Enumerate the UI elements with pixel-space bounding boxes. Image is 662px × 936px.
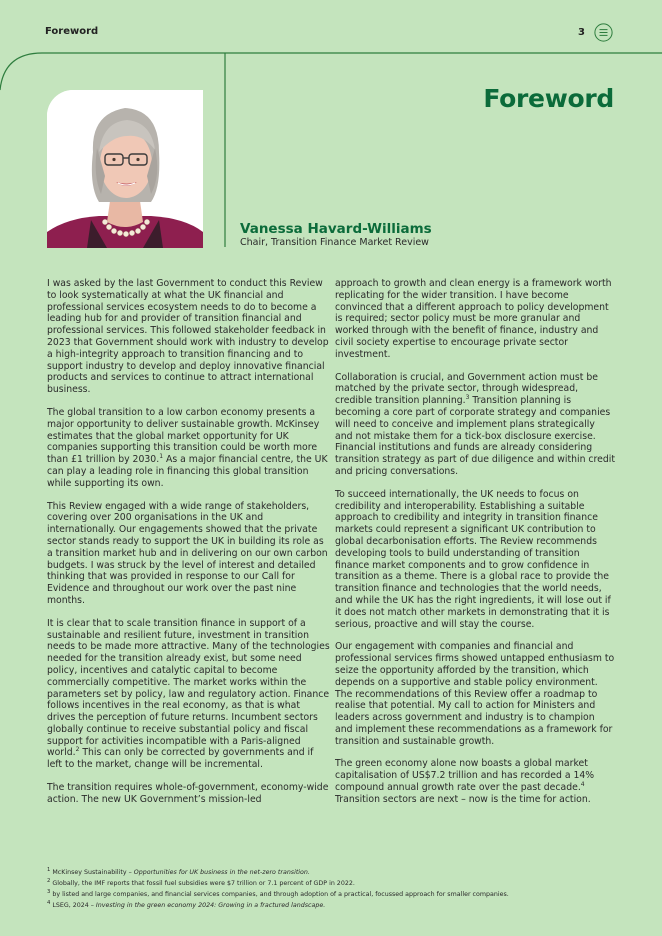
paragraph: The transition requires whole-of-government, economy-wide action. The new UK Government’s mission-led	[47, 782, 329, 805]
paragraph: It is clear that to scale transition finance in support of a sustainable and resilient future, investment in transition needs to be made more attractive. Many of the technologies needed for the transition already exist, but some need policy, incentives and catalytic capital to become commercially competitive. The market works within the parameters set by policy, law and regulatory action. Finance follows incentives in the real economy, as that is what drives the perception of future returns. Incumbent sectors globally continue to receive substantial policy and fiscal support for activities incompatible with a Paris-aligned world.$^2$ This can only be corrected by governments and if left to the market, change will be incremental.	[47, 617, 330, 771]
paragraph: I was asked by the last Government to conduct this Review to look systematically at what the UK financial and professional services ecosystem needs to do to become a leading hub for and provider of transition financial and professional services. This followed stakeholder feedback in 2023 that Government should work with industry to develop a high-integrity approach to transition financing and to support industry to develop and deploy innovative financial products and services to continue to attract international business.	[47, 278, 329, 396]
footnote: $^4$ LSEG, 2024 – Investing in the green economy 2024: Growing in a fractured landscape.	[47, 900, 326, 910]
menu-circle-icon[interactable]	[594, 23, 613, 42]
paragraph: The green economy alone now boasts a global market capitalisation of US$7.2 trillion and has recorded a 14% compound annual growth rate over the past decade.$^4$ Transition sectors are next – now is the time for action.	[335, 758, 595, 805]
page-number: 3	[578, 27, 585, 38]
paragraph: Our engagement with companies and financial and professional services firms showed untapped enthusiasm to seize the opportunity afforded by the transition, which depends on a supportive and stable policy environment. The recommendations of this Review offer a roadmap to realise that potential. My call to action for Ministers and leaders across government and industry is to champion and implement these recommendations as a framework for transition and sustainable growth.	[335, 641, 615, 747]
paragraph: To succeed internationally, the UK needs to focus on credibility and interoperability. Establishing a suitable approach to credibility and integrity in transition finance markets could represent a significant UK contribution to global decarbonisation efforts. The Review recommends developing tools to build understanding of transition finance market components and to grow confidence in transition as a theme. There is a global race to provide the transition finance and technologies that the world needs, and while the UK has the right ingredients, it will lose out if it does not match other markets in demonstrating that it is serious, proactive and will stay the course.	[335, 488, 611, 630]
footnote: $^1$ McKinsey Sustainability – Opportunities for UK business in the net-zero transition.	[47, 867, 310, 877]
paragraph: The global transition to a low carbon economy presents a major opportunity to deliver sustainable growth. McKinsey estimates that the global market opportunity for UK companies supporting this transition could be worth more than £1 trillion by 2030.$^1$ As a major financial centre, the UK can play a leading role in financing this global transition while supporting its own.	[47, 406, 328, 489]
page-title: Foreword	[483, 84, 614, 113]
author-name: Vanessa Havard-Williams	[240, 221, 432, 237]
portrait-photo	[47, 90, 203, 248]
footnote-ref: 3	[465, 394, 470, 402]
footnote-ref: 1	[159, 453, 164, 461]
author-role: Chair, Transition Finance Market Review	[240, 237, 429, 248]
footnotes	[47, 866, 627, 910]
paragraph: approach to growth and clean energy is a framework worth replicating for the wider transition. I have become convinced that a different approach to policy development is required; sector policy must be more granular and worked through with the benefit of finance, industry and civil society expertise to encourage private sector investment.	[335, 278, 612, 360]
section-label: Foreword	[45, 26, 99, 37]
footnote-ref: 2	[75, 746, 80, 754]
footnote: $^2$ Globally, the IMF reports that fossil fuel subsidies were $7 trillion or 7.1 percent of GDP in 2022.	[47, 878, 355, 888]
body-column-left	[47, 278, 331, 817]
footnote-ref: 4	[580, 780, 585, 788]
body-column-right	[335, 278, 615, 817]
paragraph: This Review engaged with a wide range of stakeholders, covering over 200 organisations in the UK and internationally. Our engagements showed that the private sector stands ready to support the UK in building its role as a transition market hub and in delivering on our own carbon budgets. I was struck by the level of interest and detailed thinking that was provided in response to our Call for Evidence and throughout our work over the past nine months.	[47, 500, 328, 606]
paragraph: Collaboration is crucial, and Government action must be matched by the private sector, through widespread, credible transition planning.$^3$ Transition planning is becoming a core part of corporate strategy and companies will need to conceive and implement plans strategically and not mistake them for a tick-box disclosure exercise. Financial institutions and funds are already considering transition strategy as part of due diligence and within credit and pricing conversations.	[335, 371, 616, 477]
footnote: $^3$ by listed and large companies, and financial services companies, and through adoption of a practical, focussed approach for smaller companies.	[47, 889, 509, 899]
